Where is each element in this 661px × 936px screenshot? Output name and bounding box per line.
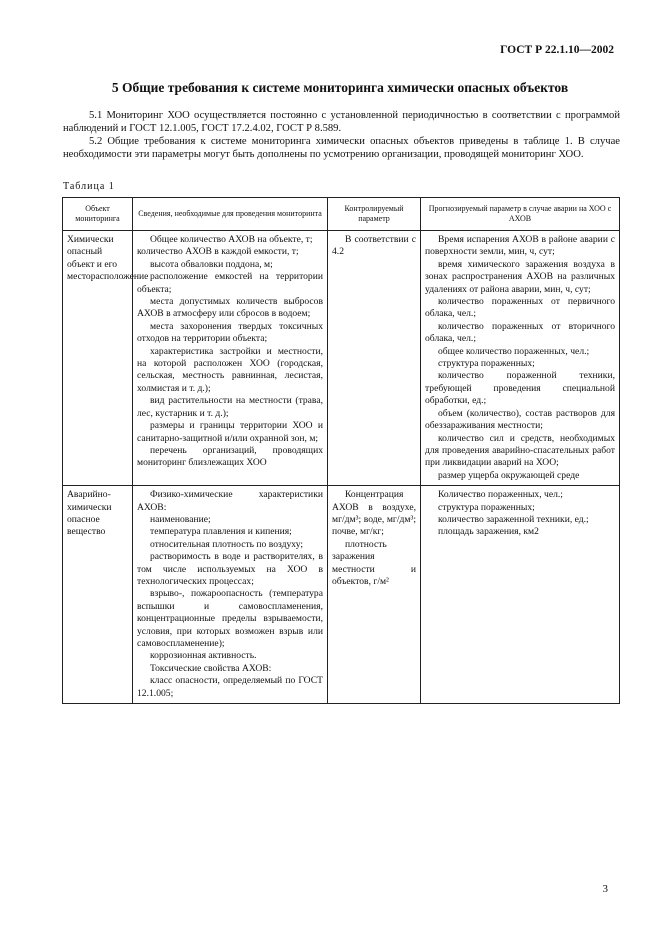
object-text: Аварийно-химически опасное вещество (67, 489, 112, 538)
monitoring-requirements-table (62, 197, 620, 704)
info-line: места захоронения твердых токсичных отходов на территории объекта; (137, 320, 323, 345)
predicted-line: общее количество пораженных, чел.; (438, 345, 590, 357)
document-header: ГОСТ Р 22.1.10—2002 (500, 44, 614, 56)
paragraph-5-2: 5.2 Общие требования к системе мониторинга химически опасных объектов приведены в таблице 1. В случае необходимости эти параметры могут быть дополнены по усмотрению организации, проводящей мониторинг ХОО. (63, 136, 620, 160)
info-line: взрыво-, пожароопасность (температура вспышки и самовоспламенения, концентрационные пределы взрываемости, условия, при которых возможен взрыв или самовоспламенение); (137, 588, 323, 649)
info-line: места допустимых количеств выбросов АХОВ в атмосферу или сбросов в водоем; (137, 296, 323, 320)
object-text: Химически опасный объект и его месторасположение (67, 234, 149, 283)
info-line: коррозионная активность. (150, 650, 257, 662)
cell-object (63, 486, 133, 704)
section-title: 5 Общие требования к системе мониторинга химически опасных объектов (111, 80, 569, 95)
info-line: температура плавления и кипения; (150, 526, 292, 538)
header-info: Сведения, необходимые для проведения мониторинта (133, 198, 328, 231)
controlled-line: В соответствии с 4.2 (332, 234, 416, 258)
predicted-line: объем (количество), состав растворов для обеззараживания местности; (425, 407, 615, 432)
info-line: вид растительности на местности (трава, лес, кустарник и т. д.); (137, 395, 323, 419)
table-row (63, 231, 620, 486)
cell-controlled (328, 486, 421, 704)
controlled-line: плотность заражения местности и объектов, г/м² (332, 538, 416, 587)
table-caption: Таблица 1 (63, 181, 115, 192)
paragraph-5-1: 5.1 Мониторинг ХОО осуществляется постоянно с установленной периодичностью в соответствии с программой наблюдений и ГОСТ 12.1.005, ГОСТ 17.2.4.02, ГОСТ Р 8.589. (63, 110, 620, 134)
info-line: относительная плотность по воздуху; (150, 538, 304, 550)
predicted-line: время химического заражения воздуха в зонах распространения АХОВ на различных удалениях от района аварии, мин, ч, сут; (425, 258, 615, 295)
info-line: Физико-химические характеристики АХОВ: (137, 489, 323, 513)
cell-controlled (328, 231, 421, 486)
info-line: Общее количество АХОВ на объекте, т; (150, 234, 313, 245)
info-line: класс опасности, определяемый по ГОСТ 12.1.005; (137, 675, 323, 699)
predicted-line: количество пораженных от первичного облака, чел.; (425, 296, 615, 320)
info-line: характеристика застройки и местности, на которой расположен ХОО (городская, сельская, местность равнинная, лесистая, холмистая и т. д.); (137, 345, 323, 394)
controlled-line: Концентрация АХОВ в воздухе, мг/дм³; воде, мг/дм³; почве, мг/кг; (332, 489, 416, 538)
info-line: количество АХОВ в каждой емкости, т; (137, 246, 299, 258)
info-line: высота обваловки поддона, м; (150, 258, 273, 270)
header-object: Объект мониторинга (63, 198, 133, 231)
info-line: перечень организаций, проводящих мониторинг близлежащих ХОО (137, 444, 323, 469)
cell-object (63, 231, 149, 486)
page-number: 3 (602, 883, 608, 895)
predicted-line: структура пораженных; (438, 358, 535, 370)
cell-predicted (421, 231, 620, 486)
predicted-line: размер ущерба окружающей среде (438, 469, 580, 481)
info-line: расположение емкостей на территории объекта; (137, 271, 323, 295)
predicted-line: структура пораженных; (438, 501, 535, 513)
predicted-line: Количество пораженных, чел.; (438, 489, 563, 501)
predicted-line: Время испарения АХОВ в районе аварии с поверхности земли, мин, ч, сут; (425, 234, 615, 258)
header-predicted: Прогнозируемый параметр в случае аварии на ХОО с АХОВ (421, 198, 620, 231)
info-line: наименование; (150, 513, 211, 525)
predicted-line: количество сил и средств, необходимых для проведения аварийно-спасательных работ при ликвидации аварий на ХОО; (425, 432, 615, 469)
cell-info (133, 231, 328, 486)
header-controlled: Контролируемый параметр (328, 198, 421, 231)
info-line: размеры и границы территории ХОО и санитарно-защитной и/или охранной зон, м; (137, 420, 323, 444)
predicted-line: количество пораженных от вторичного облака, чел.; (425, 320, 615, 345)
cell-info (133, 486, 328, 704)
info-line: растворимость в воде и растворителях, в том числе используемых на ХОО в технологических процессах; (137, 551, 323, 587)
predicted-line: площадь заражения, км2 (438, 526, 539, 538)
cell-predicted (421, 486, 620, 704)
table-row (63, 486, 620, 704)
info-line: Токсические свойства АХОВ: (150, 662, 272, 674)
predicted-line: количество пораженной техники, требующей проведения специальной обработки, ед.; (425, 370, 615, 407)
predicted-line: количество зараженной техники, ед.; (438, 513, 589, 525)
table-header-row (63, 198, 620, 231)
